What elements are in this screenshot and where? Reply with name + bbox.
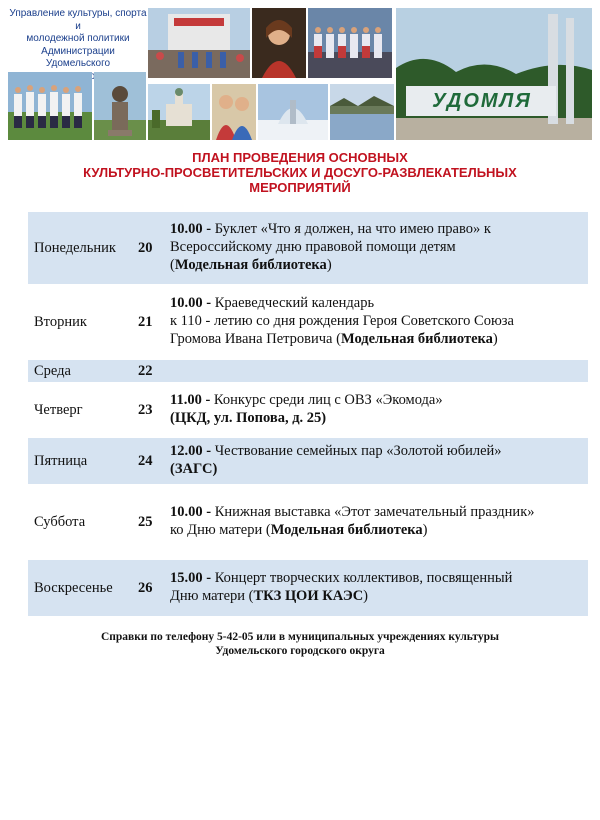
event-time: 10.00 [170,504,203,520]
event-time: 10.00 [170,221,203,237]
choir-photo [308,8,392,78]
day-date: 23 [138,382,166,438]
event-cell: 10.00 - Книжная выставка «Этот замечательный праздник» ко Дню матери (Модельная библиотека) [166,484,588,560]
event-time: 12.00 [170,443,203,459]
day-name: Среда [28,360,138,382]
event-venue: (ЦКД, ул. Попова, д. 25) [170,410,327,426]
day-date: 26 [138,560,166,616]
table-row [28,360,588,382]
church-photo [148,84,210,140]
table-row [28,284,588,360]
lake-photo [330,84,394,140]
day-date: 25 [138,484,166,560]
table-row [28,560,588,616]
event-venue: Модельная библиотека [340,331,493,347]
winter-sculpture-photo [258,84,328,140]
event-cell: 10.00 - Краеведческий календарь к 110 - летию со дня рождения Героя Советского Союза Громова Ивана Петровича (Модельная библиотека) [166,284,588,360]
header-collage [6,6,594,140]
event-venue: Модельная библиотека [270,522,423,538]
day-date: 21 [138,284,166,360]
event-cell: 12.00 - Чествование семейных пар «Золотой юбилей» (ЗАГС) [166,438,588,484]
footer-line: Удомельского городского округа [215,645,385,657]
event-cell: 15.00 - Концерт творческих коллективов, посвященный Дню матери (ТКЗ ЦОИ КАЭС) [166,560,588,616]
folk-costume-photo [212,84,256,140]
title-line: МЕРОПРИЯТИЙ [249,180,351,195]
organization-name: Управление культуры, спорта и молодежной политики Администрации Удомельского [9,8,147,69]
day-name: Пятница [28,438,138,484]
day-date: 22 [138,360,166,382]
event-schedule-table [28,212,588,616]
day-date: 20 [138,212,166,284]
title-line: КУЛЬТУРНО-ПРОСВЕТИТЕЛЬСКИХ И ДОСУГО-РАЗВЛЕКАТЕЛЬНЫХ [83,165,517,180]
festival-stage-photo [148,8,250,78]
day-name: Воскресенье [28,560,138,616]
event-time: 11.00 [170,392,202,408]
title-line: ПЛАН ПРОВЕДЕНИЯ ОСНОВНЫХ [192,150,408,165]
event-venue: ТКЗ ЦОИ КАЭС [253,588,364,604]
event-venue: Модельная библиотека [174,257,327,273]
event-cell [166,360,588,382]
day-name: Вторник [28,284,138,360]
event-venue: (ЗАГС) [170,461,218,477]
footer-line: Справки по телефону 5-42-05 или в муниципальных учреждениях культуры [100,631,500,643]
event-cell: 10.00 - Буклет «Что я должен, на что имею право» к Всероссийскому дню правовой помощи детям (Модельная библиотека) [166,212,588,284]
table-row [28,212,588,284]
day-name: Понедельник [28,212,138,284]
day-date: 24 [138,438,166,484]
city-sign-photo [396,8,592,140]
portrait-painting [252,8,306,78]
table-row [28,438,588,484]
page-title [0,150,600,195]
monument-photo [94,72,146,140]
day-name: Суббота [28,484,138,560]
day-name: Четверг [28,382,138,438]
table-row [28,382,588,438]
sports-team-photo [8,72,92,140]
event-time: 10.00 [170,295,203,311]
event-cell: 11.00 - Конкурс среди лиц с ОВЗ «Экомода» (ЦКД, ул. Попова, д. 25) [166,382,588,438]
table-row [28,484,588,560]
city-sign-text: УДОМЛЯ [432,90,532,112]
contact-footer [0,630,600,658]
event-time: 15.00 [170,570,203,586]
